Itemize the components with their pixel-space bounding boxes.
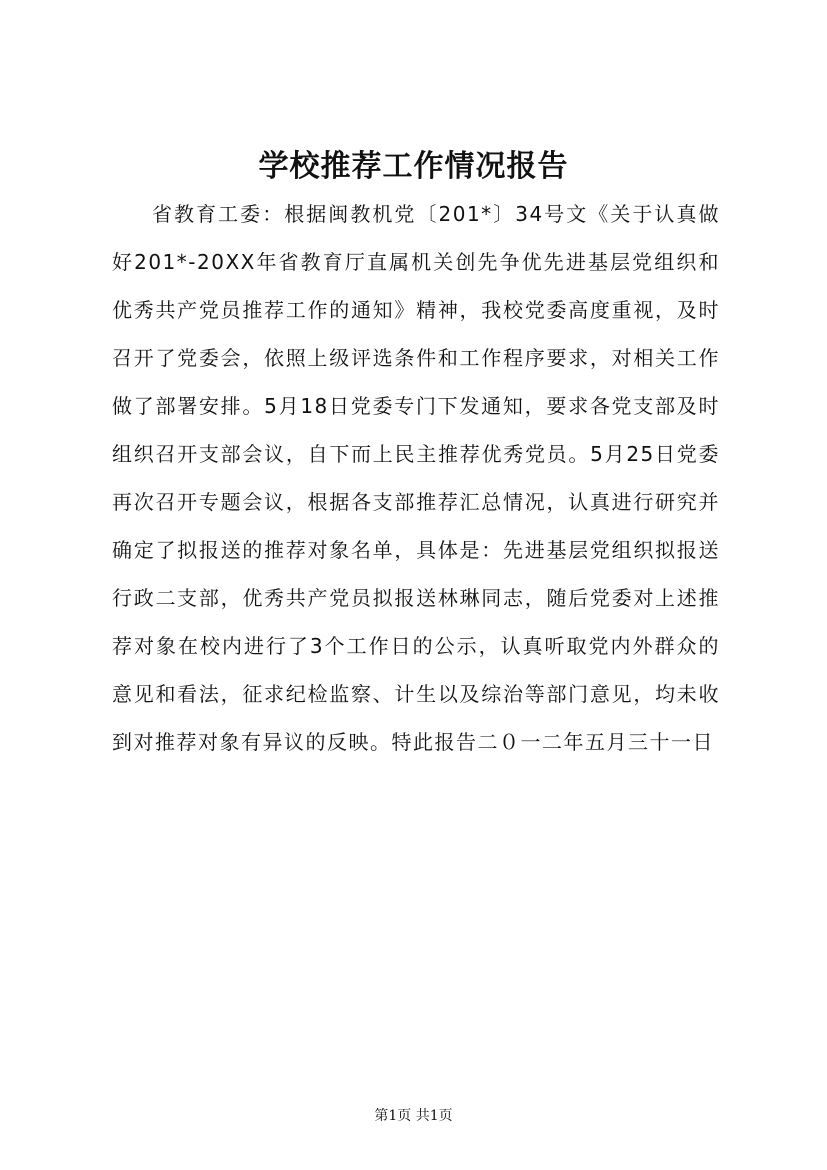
document-title: 学校推荐工作情况报告	[258, 149, 569, 184]
document-body: 省教育工委：根据闽教机党〔201*〕34号文《关于认真做好201*-20XX年省教育厅直属机关创先争优先进基层党组织和优秀共产党员推荐工作的通知》精神，我校党委高度重视，及时召开了党委会，依照上级评选条件和工作程序要求，对相关工作做了部署安排。5月18日党委专门下发通知，要求各党支部及时组织召开支部会议，自下而上民主推荐优秀党员。5月25日党委再次召开专题会议，根据各支部推荐汇总情况，认真进行研究并确定了拟报送的推荐对象名单，具体是：先进基层党组织拟报送行政二支部，优秀共产党员拟报送林琳同志，随后党委对上述推荐对象在校内进行了3个工作日的公示，认真听取党内外群众的意见和看法，征求纪检监察、计生以及综治等部门意见，均未收到对推荐对象有异议的反映。特此报告二０一二年五月三十一日	[112, 202, 720, 754]
page-footer: 第1页 共1页	[374, 1108, 453, 1124]
